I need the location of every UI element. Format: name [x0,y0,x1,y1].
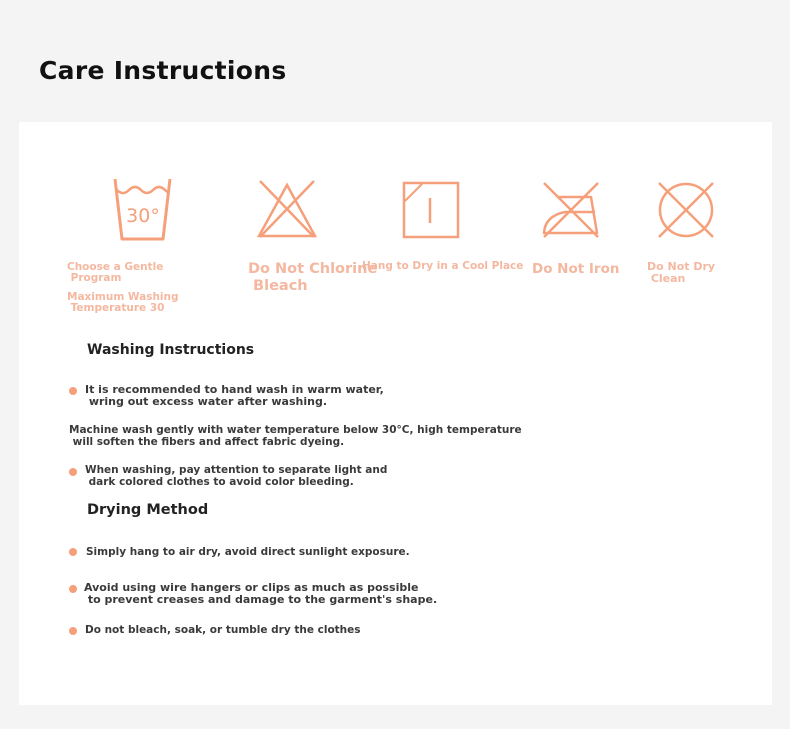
washing-item-1 [85,384,384,408]
washing-item-3 [85,464,387,488]
wash-label [67,262,163,284]
dry-label: Hang to Dry in a Cool Place [362,260,524,272]
washing-item-1-line-2: wring out excess water after washing. [85,395,328,408]
iron-label: Do Not Iron [532,261,620,277]
wash-temperature-label [67,292,179,314]
drying-item-1: Simply hang to air dry, avoid direct sunlight exposure. [86,546,410,558]
washing-item-3-line-1: When washing, pay attention to separate light and [85,464,388,476]
drying-item-2-line-2: to prevent creases and damage to the garment's shape. [84,593,438,606]
bleach-label-line-2: Bleach [248,278,308,294]
washing-item-2-line-1: Machine wash gently with water temperature below 30°C, high temperature [69,424,522,436]
drying-item-2 [84,582,437,606]
wash-temperature-label-line-2: Temperature 30 [67,302,165,314]
no-iron-icon [541,180,601,240]
dry-clean-label-line-2: Clean [647,272,686,285]
wash-label-line-2: Program [67,272,122,284]
bullet-icon [69,548,77,556]
washing-item-3-line-2: dark colored clothes to avoid color bleeding. [85,476,354,488]
washing-heading: Washing Instructions [87,342,255,358]
no-bleach-icon [256,179,318,239]
bullet-icon [69,585,77,593]
bullet-icon [69,387,77,395]
washing-item-2-line-2: will soften the fibers and affect fabric dyeing. [69,436,345,448]
wash-30-icon [112,176,174,242]
no-dry-clean-icon [656,180,716,240]
washing-item-2 [69,424,522,448]
wash-temperature-label-line-1: Maximum Washing [67,291,179,303]
page-title: Care Instructions [39,56,287,85]
bullet-icon [69,468,77,476]
bleach-label [248,261,377,295]
wash-label-line-1: Choose a Gentle [67,261,164,273]
drying-item-3: Do not bleach, soak, or tumble dry the clothes [85,624,361,636]
dry-clean-label-line-1: Do Not Dry [647,260,716,273]
dry-in-shade-icon [402,181,460,239]
washing-item-1-line-1: It is recommended to hand wash in warm water, [85,383,384,396]
wash-temperature-text: 30° [126,205,160,227]
dry-clean-label [647,261,715,285]
drying-item-2-line-1: Avoid using wire hangers or clips as much as possible [84,581,419,594]
bullet-icon [69,627,77,635]
drying-heading: Drying Method [87,502,209,518]
bleach-label-line-1: Do Not Chlorine [248,261,378,277]
